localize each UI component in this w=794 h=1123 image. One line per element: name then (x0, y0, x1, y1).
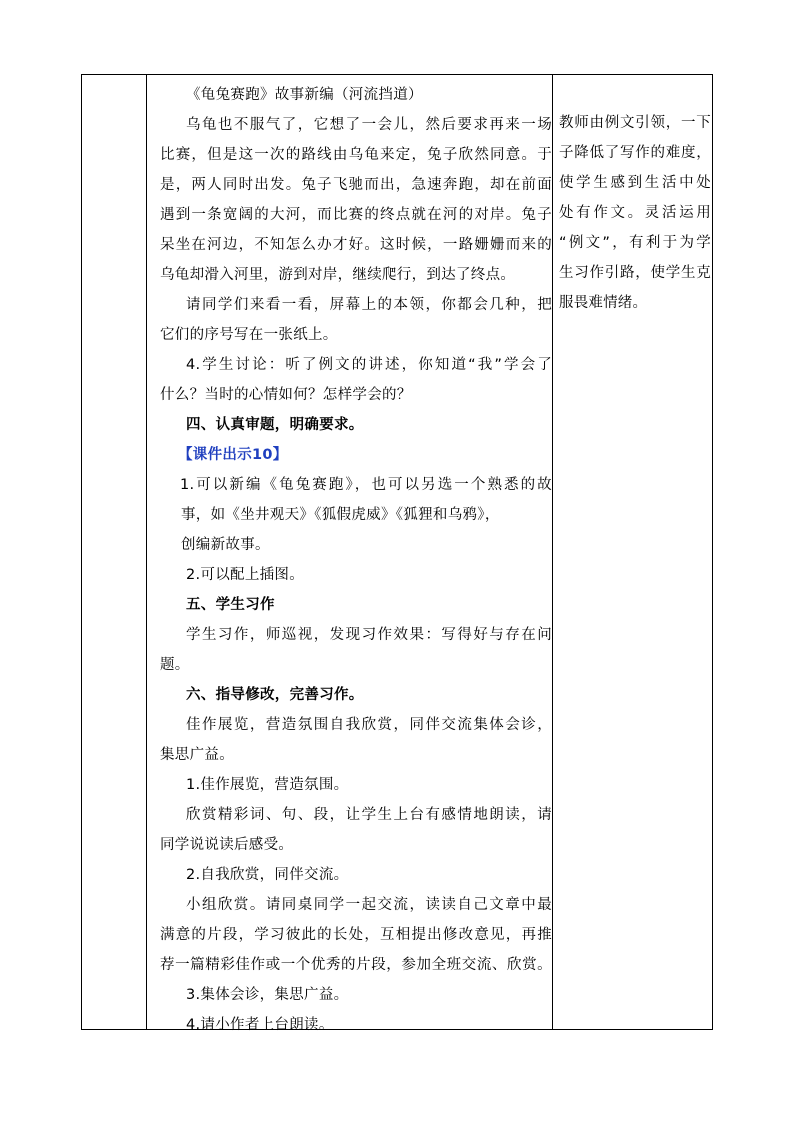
body-text-line: 四、认真审题，明确要求。 (186, 417, 364, 433)
body-text-line: 同学说说读后感受。 (160, 837, 294, 853)
body-text-line: 比赛，但是这一次的路线由乌龟来定，兔子欣然同意。于 (160, 147, 552, 163)
body-text-line: 荐一篇精彩佳作或一个优秀的片段，参加全班交流、欣赏。 (160, 957, 552, 973)
body-text-line: 学生习作，师巡视，发现习作效果：写得好与存在问 (186, 627, 552, 643)
note-text-line: 使学生感到生活中处 (559, 175, 711, 191)
body-text-line: 佳作展览，营造氛围自我欣赏，同伴交流集体会诊， (186, 717, 552, 733)
body-text-line: 请同学们来看一看，屏幕上的本领，你都会几种，把 (186, 297, 552, 313)
body-text-line: 4.请小作者上台朗读。 (186, 1017, 334, 1033)
teaching-process-cell (160, 80, 552, 1040)
note-text-line: 子降低了写作的难度， (559, 145, 711, 161)
body-text-line: 《龟兔赛跑》故事新编（河流挡道） (186, 87, 423, 103)
body-text-line: 是，两人同时出发。兔子飞驰而出，急速奔跑，却在前面 (160, 177, 552, 193)
note-text-line: 生习作引路，使学生克 (559, 265, 711, 281)
body-text-line: 六、指导修改，完善习作。 (186, 687, 364, 703)
body-text-line: 满意的片段，学习彼此的长处，互相提出修改意见，再推 (160, 927, 552, 943)
body-text-line: 题。 (160, 657, 190, 673)
body-text-line: 2.自我欣赏，同伴交流。 (186, 867, 349, 883)
body-text-line: 呆坐在河边，不知怎么办才好。这时候，一路姗姗而来的 (160, 237, 552, 253)
body-text-line: 1.可以新编《龟兔赛跑》，也可以另选一个熟悉的故 (180, 477, 552, 493)
table-column-divider-1 (146, 74, 147, 1030)
body-text-line: 4.学生讨论：听了例文的讲述，你知道“我”学会了 (186, 357, 552, 373)
body-text-line: 乌龟也不服气了，它想了一会儿，然后要求再来一场 (186, 117, 552, 133)
body-text-line: 什么？当时的心情如何？怎样学会的？ (160, 387, 412, 403)
note-text-line: 服畏难情绪。 (559, 295, 648, 311)
body-text-line: 事，如《坐井观天》《狐假虎威》《狐狸和乌鸦》， (181, 507, 500, 523)
note-text-line: “例文”，有利于为学 (559, 235, 711, 251)
body-text-line: 小组欣赏。请同桌同学一起交流，读读自己文章中最 (186, 897, 552, 913)
body-text-line: 集思广益。 (160, 747, 234, 763)
body-text-line: 2.可以配上插图。 (186, 567, 305, 583)
table-column-divider-2 (552, 74, 553, 1030)
body-text-line: 【课件出示10】 (178, 447, 288, 463)
note-text-line: 处有作文。灵活运用 (559, 205, 711, 221)
design-intent-cell (559, 108, 711, 318)
body-text-line: 乌龟却滑入河里，游到对岸，继续爬行，到达了终点。 (160, 267, 516, 283)
body-text-line: 它们的序号写在一张纸上。 (160, 327, 338, 343)
note-text-line: 教师由例文引领，一下 (559, 115, 711, 131)
body-text-line: 1.佳作展览，营造氛围。 (186, 777, 349, 793)
body-text-line: 欣赏精彩词、句、段，让学生上台有感情地朗读，请 (186, 807, 552, 823)
body-text-line: 创编新故事。 (181, 537, 270, 553)
body-text-line: 3.集体会诊，集思广益。 (186, 987, 349, 1003)
body-text-line: 遇到一条宽阔的大河，而比赛的终点就在河的对岸。兔子 (160, 207, 552, 223)
body-text-line: 五、学生习作 (186, 597, 275, 613)
